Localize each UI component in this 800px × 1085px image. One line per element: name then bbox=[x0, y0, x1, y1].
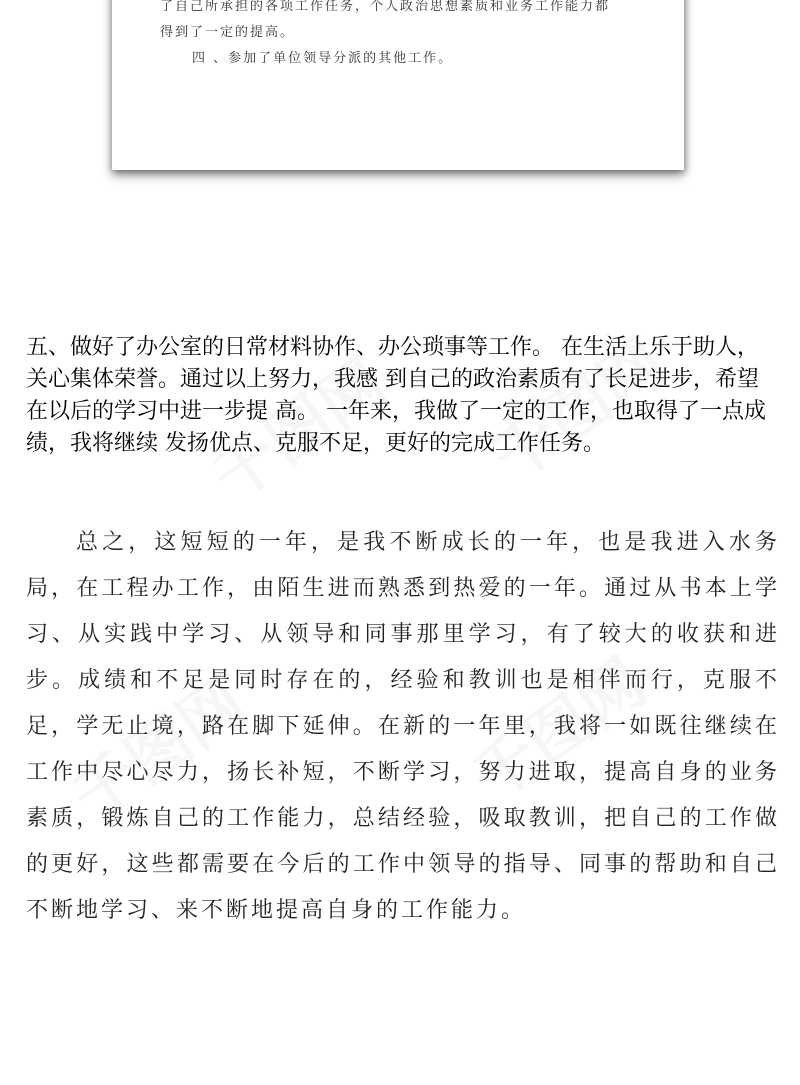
body-paragraph: 总之，这短短的一年，是我不断成长的一年，也是我进入水务局，在工程办工作，由陌生进而熟悉到热爱的一年。通过从书本上学习、从实践中学习、从领导和同事那里学习，有了较大的收获和进步。成绩和不足是同时存在的，经验和教训也是相伴而行，克服不足，学无止境，路在脚下延伸。在新的一年里，我将一如既往继续在工作中尽心尽力，扬长补短，不断学习，努力进取，提高自身的业务素质，锻炼自己的工作能力，总结经验，吸取教训，把自己的工作做的更好，这些都需要在今后的工作中领导的指导、同事的帮助和自己不断地学习、来不断地提高自身的工作能力。 bbox=[26, 530, 780, 923]
bold-paragraph: 五、做好了办公室的日常材料协作、办公琐事等工作。 在生活上乐于助人，关心集体荣誉。通过以上努力，我感 到自己的政治素质有了长足进步，希望在以后的学习中进一步提 高。 一年来，我做了一定的工作，也取得了一点成绩，我将继续 发扬优点、克服不足，更好的完成工作任务。 bbox=[26, 335, 766, 456]
preview-line-2: 得到了一定的提高。 bbox=[160, 25, 296, 40]
preview-text bbox=[160, 0, 640, 72]
document-preview-card bbox=[112, 0, 684, 170]
preview-line-3: 四 、参加了单位领导分派的其他工作。 bbox=[192, 51, 454, 66]
preview-line-1: 了自己所承担的各项工作任务，个人政治思想素质和业务工作能力都 bbox=[160, 0, 611, 14]
